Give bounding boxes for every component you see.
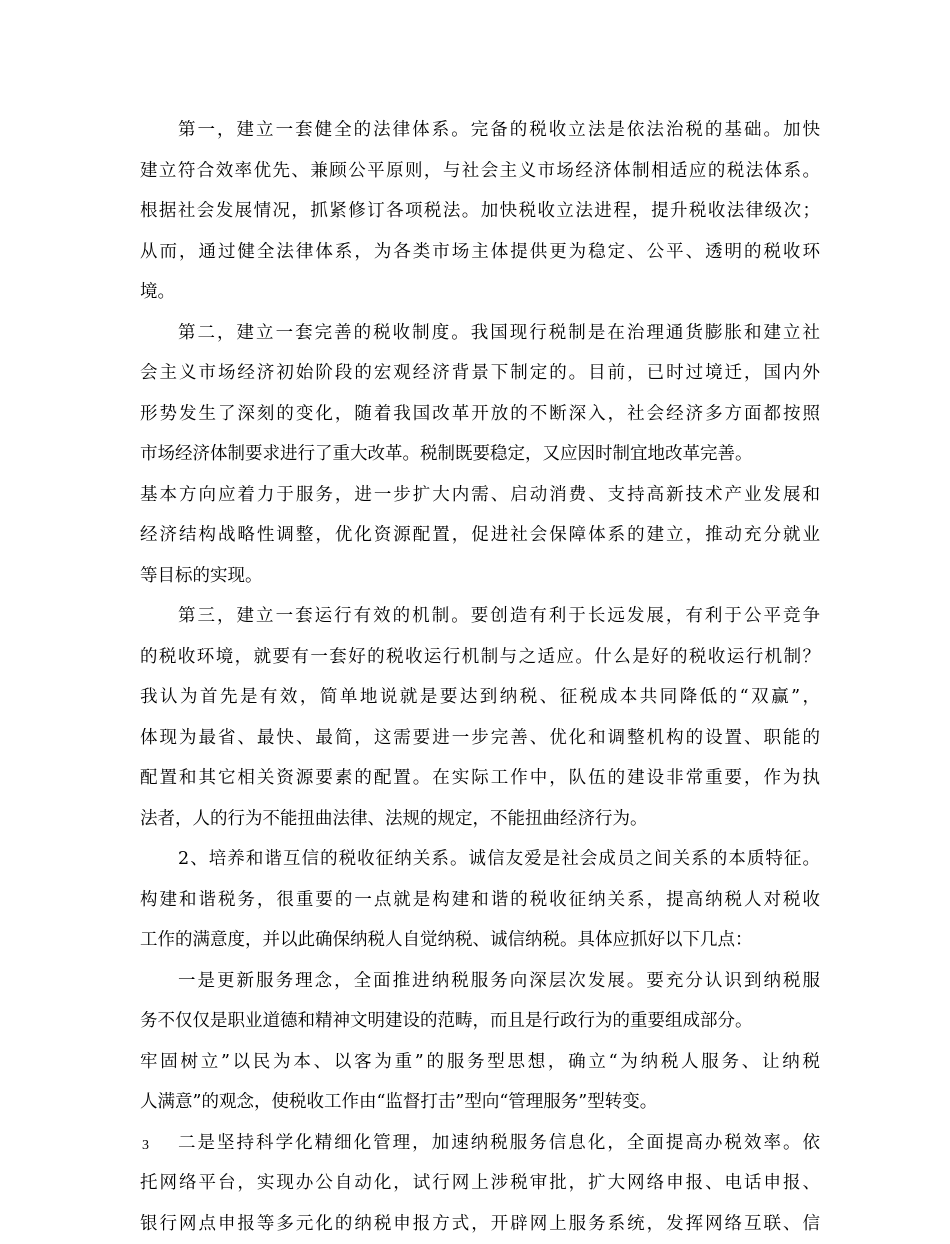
text-line: 从而，通过健全法律体系，为各类市场主体提供更为稳定、公平、透明的税收环 [140, 232, 820, 273]
text-line: 第二，建立一套完善的税收制度。我国现行税制是在治理通货膨胀和建立社 [140, 313, 820, 354]
document-body [140, 110, 820, 1244]
text-line: 配置和其它相关资源要素的配置。在实际工作中，队伍的建设非常重要，作为执 [140, 758, 820, 799]
text-line: 境。 [140, 272, 820, 313]
text-line: 根据社会发展情况，抓紧修订各项税法。加快税收立法进程，提升税收法律级次； [140, 191, 820, 232]
text-line: 的税收环境，就要有一套好的税收运行机制与之适应。什么是好的税收运行机制？ [140, 637, 820, 678]
text-line: 构建和谐税务，很重要的一点就是构建和谐的税收征纳关系，提高纳税人对税收 [140, 880, 820, 921]
text-line: 体现为最省、最快、最简，这需要进一步完善、优化和调整机构的设置、职能的 [140, 718, 820, 759]
text-line: 基本方向应着力于服务，进一步扩大内需、启动消费、支持高新技术产业发展和 [140, 475, 820, 516]
text-line: 等目标的实现。 [140, 556, 820, 597]
text-line: 一是更新服务理念，全面推进纳税服务向深层次发展。要充分认识到纳税服 [140, 961, 820, 1002]
text-line: 银行网点申报等多元化的纳税申报方式，开辟网上服务系统，发挥网络互联、信 [140, 1204, 820, 1244]
text-line: 市场经济体制要求进行了重大改革。税制既要稳定，又应因时制宜地改革完善。 [140, 434, 820, 475]
text-line: 第一，建立一套健全的法律体系。完备的税收立法是依法治税的基础。加快 [140, 110, 820, 151]
page-number: 3 [142, 1138, 149, 1154]
text-line: 我认为首先是有效，简单地说就是要达到纳税、征税成本共同降低的“双赢”， [140, 677, 820, 718]
text-line: 二是坚持科学化精细化管理，加速纳税服务信息化，全面提高办税效率。依 [140, 1123, 820, 1164]
text-line: 第三，建立一套运行有效的机制。要创造有利于长远发展，有利于公平竞争 [140, 596, 820, 637]
text-line: 托网络平台，实现办公自动化，试行网上涉税审批，扩大网络申报、电话申报、 [140, 1163, 820, 1204]
text-line: 务不仅仅是职业道德和精神文明建设的范畴，而且是行政行为的重要组成部分。 [140, 1001, 820, 1042]
text-line: 经济结构战略性调整，优化资源配置，促进社会保障体系的建立，推动充分就业 [140, 515, 820, 556]
text-line: 会主义市场经济初始阶段的宏观经济背景下制定的。目前，已时过境迁，国内外 [140, 353, 820, 394]
text-line: 法者，人的行为不能扭曲法律、法规的规定，不能扭曲经济行为。 [140, 799, 820, 840]
text-line: 牢固树立”以民为本、以客为重”的服务型思想，确立“为纳税人服务、让纳税 [140, 1042, 820, 1083]
text-line: 2、培养和谐互信的税收征纳关系。诚信友爱是社会成员之间关系的本质特征。 [140, 839, 820, 880]
text-line: 形势发生了深刻的变化，随着我国改革开放的不断深入，社会经济多方面都按照 [140, 394, 820, 435]
text-line: 建立符合效率优先、兼顾公平原则，与社会主义市场经济体制相适应的税法体系。 [140, 151, 820, 192]
text-line: 人满意”的观念，使税收工作由“监督打击”型向“管理服务”型转变。 [140, 1082, 820, 1123]
text-line: 工作的满意度，并以此确保纳税人自觉纳税、诚信纳税。具体应抓好以下几点： [140, 920, 820, 961]
